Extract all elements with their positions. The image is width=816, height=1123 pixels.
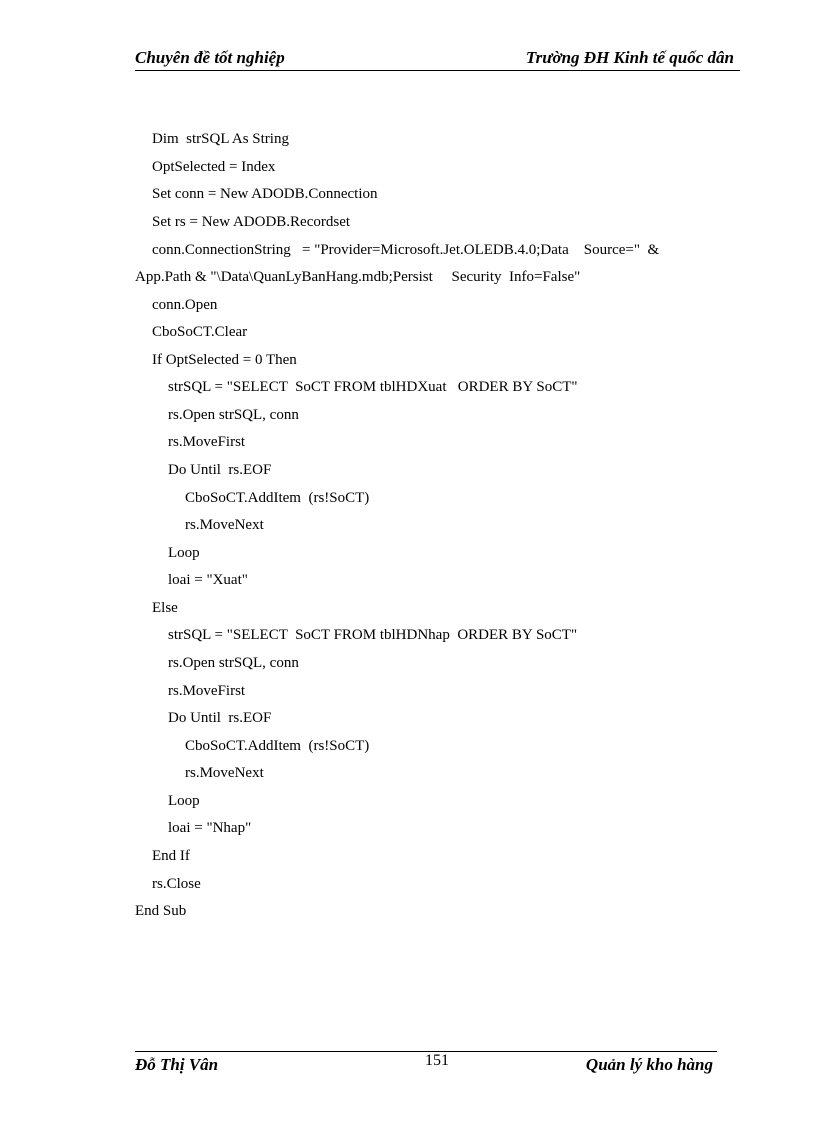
header-title-left: Chuyên đề tốt nghiệp <box>135 48 285 67</box>
code-line: CboSoCT.AddItem (rs!SoCT) <box>185 490 370 506</box>
code-line: loai = "Xuat" <box>168 572 248 588</box>
code-line: conn.ConnectionString = "Provider=Microsoft.Jet.OLEDB.4.0;Data Source=" & <box>152 242 660 258</box>
code-line: rs.Open strSQL, conn <box>168 407 299 423</box>
code-line: rs.MoveFirst <box>168 434 246 450</box>
code-line: Set rs = New ADODB.Recordset <box>152 214 351 230</box>
footer-topic: Quản lý kho hàng <box>585 1055 713 1074</box>
code-line: Loop <box>168 793 200 809</box>
code-line: CboSoCT.AddItem (rs!SoCT) <box>185 738 370 754</box>
code-line: CboSoCT.Clear <box>152 324 248 340</box>
code-line: End Sub <box>135 903 187 919</box>
code-line: Do Until rs.EOF <box>168 710 272 726</box>
code-line: OptSelected = Index <box>152 159 276 175</box>
code-line: If OptSelected = 0 Then <box>152 352 297 368</box>
code-line: rs.MoveNext <box>185 765 264 781</box>
code-line: conn.Open <box>152 297 218 313</box>
code-line: strSQL = "SELECT SoCT FROM tblHDXuat ORDER BY SoCT" <box>168 379 578 395</box>
page-number: 151 <box>425 1052 449 1069</box>
header-divider <box>135 70 740 71</box>
code-line: rs.Open strSQL, conn <box>168 655 299 671</box>
code-line: Dim strSQL As String <box>152 131 289 147</box>
code-line: Do Until rs.EOF <box>168 462 272 478</box>
code-line: rs.MoveNext <box>185 517 264 533</box>
footer-author: Đỗ Thị Vân <box>135 1055 219 1074</box>
code-line: Set conn = New ADODB.Connection <box>152 186 378 202</box>
code-line: Loop <box>168 545 200 561</box>
code-line: rs.Close <box>152 876 201 892</box>
code-line: Else <box>152 600 178 616</box>
code-line: strSQL = "SELECT SoCT FROM tblHDNhap ORDER BY SoCT" <box>168 627 578 643</box>
code-line: loai = "Nhap" <box>168 820 252 836</box>
header-title-right: Trường ĐH Kinh tế quốc dân <box>525 48 734 67</box>
code-line: End If <box>152 848 190 864</box>
code-line: App.Path & "\Data\QuanLyBanHang.mdb;Persist Security Info=False" <box>135 269 581 285</box>
code-line: rs.MoveFirst <box>168 683 246 699</box>
